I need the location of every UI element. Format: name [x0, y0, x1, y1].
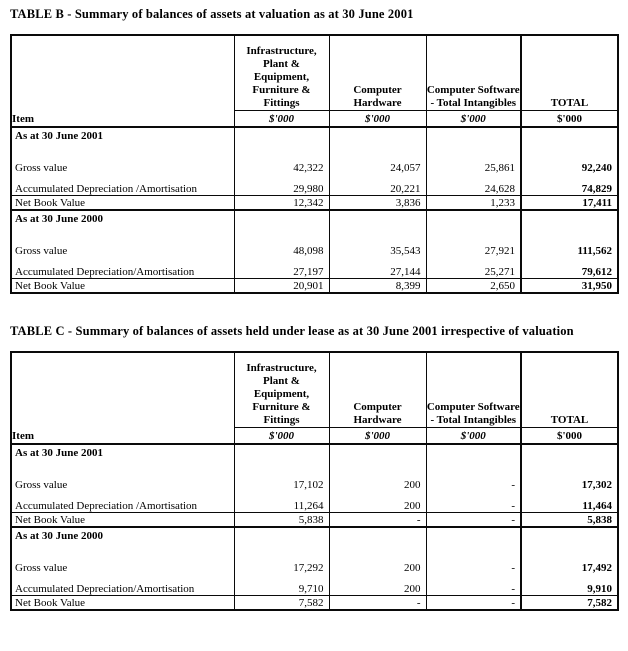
section-label: As at 30 June 2000: [11, 527, 234, 544]
value-cell: 27,197: [234, 257, 329, 279]
value-cell: 9,710: [234, 574, 329, 596]
empty-cell: [426, 527, 521, 544]
row-label: Accumulated Depreciation /Amortisation: [11, 174, 234, 196]
unit-cell: $'000: [329, 111, 426, 128]
value-cell: -: [426, 491, 521, 513]
empty-cell: [234, 444, 329, 461]
column-header: Computer Software - Total Intangibles: [426, 352, 521, 428]
value-cell: -: [426, 461, 521, 491]
value-cell: 27,144: [329, 257, 426, 279]
value-cell: 27,921: [426, 227, 521, 257]
value-cell: -: [426, 513, 521, 528]
value-cell: 25,271: [426, 257, 521, 279]
unit-cell: $'000: [234, 428, 329, 445]
row-label: Gross value: [11, 144, 234, 174]
column-header: TOTAL: [521, 352, 618, 428]
empty-cell: [426, 127, 521, 144]
value-cell: 7,582: [521, 596, 618, 611]
value-cell: 200: [329, 544, 426, 574]
row-label: Gross value: [11, 544, 234, 574]
value-cell: 24,628: [426, 174, 521, 196]
column-header: Computer Hardware: [329, 35, 426, 111]
empty-cell: [521, 127, 618, 144]
empty-cell: [234, 127, 329, 144]
value-cell: 11,464: [521, 491, 618, 513]
value-cell: 31,950: [521, 279, 618, 294]
empty-cell: [521, 527, 618, 544]
row-label: Accumulated Depreciation /Amortisation: [11, 491, 234, 513]
item-column-header: Item: [11, 352, 234, 444]
value-cell: 35,543: [329, 227, 426, 257]
row-label: Net Book Value: [11, 196, 234, 211]
value-cell: 12,342: [234, 196, 329, 211]
value-cell: 24,057: [329, 144, 426, 174]
empty-cell: [234, 210, 329, 227]
value-cell: 42,322: [234, 144, 329, 174]
empty-cell: [426, 444, 521, 461]
unit-cell: $'000: [234, 111, 329, 128]
value-cell: 20,221: [329, 174, 426, 196]
value-cell: -: [426, 574, 521, 596]
row-label: Accumulated Depreciation/Amortisation: [11, 574, 234, 596]
column-header: Infrastructure, Plant & Equipment, Furniture & Fittings: [234, 352, 329, 428]
value-cell: 8,399: [329, 279, 426, 294]
value-cell: 11,264: [234, 491, 329, 513]
row-label: Net Book Value: [11, 513, 234, 528]
value-cell: 48,098: [234, 227, 329, 257]
section-label: As at 30 June 2001: [11, 444, 234, 461]
unit-cell: $'000: [426, 428, 521, 445]
value-cell: 20,901: [234, 279, 329, 294]
value-cell: 92,240: [521, 144, 618, 174]
item-column-header: Item: [11, 35, 234, 127]
row-label: Accumulated Depreciation/Amortisation: [11, 257, 234, 279]
value-cell: 17,102: [234, 461, 329, 491]
empty-cell: [521, 210, 618, 227]
empty-cell: [426, 210, 521, 227]
value-cell: 5,838: [521, 513, 618, 528]
value-cell: 29,980: [234, 174, 329, 196]
unit-cell: $'000: [521, 111, 618, 128]
column-header: TOTAL: [521, 35, 618, 111]
table-c: [10, 351, 619, 611]
table-b: [10, 34, 619, 294]
value-cell: 200: [329, 491, 426, 513]
empty-cell: [521, 444, 618, 461]
value-cell: 74,829: [521, 174, 618, 196]
value-cell: 2,650: [426, 279, 521, 294]
value-cell: 25,861: [426, 144, 521, 174]
unit-cell: $'000: [329, 428, 426, 445]
value-cell: 79,612: [521, 257, 618, 279]
table-c-title: TABLE C - Summary of balances of assets held under lease as at 30 June 2001 irrespective of valuation: [10, 324, 574, 338]
empty-cell: [329, 210, 426, 227]
value-cell: -: [329, 513, 426, 528]
unit-cell: $'000: [521, 428, 618, 445]
value-cell: 17,492: [521, 544, 618, 574]
empty-cell: [329, 444, 426, 461]
row-label: Net Book Value: [11, 596, 234, 611]
value-cell: 9,910: [521, 574, 618, 596]
row-label: Gross value: [11, 461, 234, 491]
value-cell: 17,302: [521, 461, 618, 491]
section-label: As at 30 June 2001: [11, 127, 234, 144]
empty-cell: [329, 127, 426, 144]
value-cell: 200: [329, 461, 426, 491]
value-cell: 7,582: [234, 596, 329, 611]
column-header: Computer Software - Total Intangibles: [426, 35, 521, 111]
value-cell: 17,411: [521, 196, 618, 211]
value-cell: 5,838: [234, 513, 329, 528]
unit-cell: $'000: [426, 111, 521, 128]
empty-cell: [329, 527, 426, 544]
table-b-title: TABLE B - Summary of balances of assets at valuation as at 30 June 2001: [10, 7, 414, 21]
empty-cell: [234, 527, 329, 544]
value-cell: -: [426, 544, 521, 574]
section-label: As at 30 June 2000: [11, 210, 234, 227]
value-cell: 17,292: [234, 544, 329, 574]
value-cell: 111,562: [521, 227, 618, 257]
column-header: Infrastructure, Plant & Equipment, Furniture & Fittings: [234, 35, 329, 111]
row-label: Gross value: [11, 227, 234, 257]
value-cell: 200: [329, 574, 426, 596]
row-label: Net Book Value: [11, 279, 234, 294]
value-cell: -: [329, 596, 426, 611]
value-cell: 1,233: [426, 196, 521, 211]
column-header: Computer Hardware: [329, 352, 426, 428]
value-cell: -: [426, 596, 521, 611]
value-cell: 3,836: [329, 196, 426, 211]
